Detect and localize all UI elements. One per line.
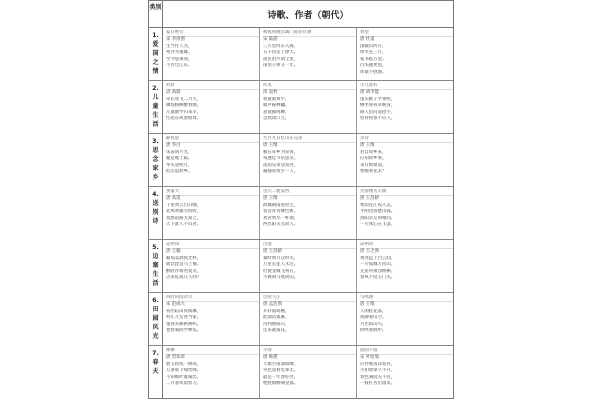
category-char: 田 bbox=[152, 306, 159, 313]
category-number: 3. bbox=[152, 138, 159, 145]
category-char: 家 bbox=[152, 165, 159, 172]
poem-cell bbox=[163, 293, 260, 345]
poem-title: 芙蓉楼送辛渐 bbox=[360, 189, 453, 196]
table-row bbox=[149, 240, 453, 293]
poem-cell bbox=[260, 134, 357, 186]
poem-cell bbox=[260, 28, 357, 80]
poem-line: 一片冰心在玉壶。 bbox=[360, 222, 396, 228]
header-category: 类别 bbox=[149, 1, 163, 27]
poem-line: 二月春风似剪刀。 bbox=[166, 381, 202, 387]
poem-line: 怕得鱼惊不应人。 bbox=[360, 116, 396, 122]
poem-line: 草色遥看近却无。 bbox=[263, 368, 299, 374]
poem-cell bbox=[357, 293, 453, 345]
category-cell bbox=[149, 187, 163, 239]
poem-author: 唐 李白 bbox=[166, 143, 181, 148]
category-char: 活 bbox=[152, 280, 159, 287]
poem-line: 夜静春山空。 bbox=[360, 315, 387, 321]
poem-line: 童孙未解供耕织， bbox=[166, 321, 202, 327]
poem-line: 牧童骑黄牛， bbox=[263, 96, 290, 102]
category-cell bbox=[149, 81, 163, 133]
poem-line: 生当作人杰， bbox=[166, 43, 193, 49]
poem-line: 忙趁东风放纸鸢。 bbox=[166, 116, 202, 122]
poem-author: 唐 王维 bbox=[360, 302, 375, 307]
poem-cell bbox=[163, 346, 260, 398]
category-number: 6. bbox=[152, 297, 159, 304]
poem-line: 烽火连三月， bbox=[360, 50, 387, 56]
poem-title: 村居 bbox=[166, 83, 259, 90]
poem-line: 平明送客楚山孤。 bbox=[360, 209, 396, 215]
poem-author: 唐 高适 bbox=[166, 196, 181, 201]
poem-line: 羌笛何须怨杨柳， bbox=[360, 268, 396, 274]
poem-line: 寒雨连江夜入吴， bbox=[360, 202, 396, 208]
poem-title: 杂诗 bbox=[360, 136, 453, 143]
poem-line: 待到重阳日， bbox=[263, 321, 290, 327]
category-number: 4. bbox=[152, 191, 159, 198]
poem-author: 唐 王维 bbox=[263, 143, 278, 148]
poem-line: 天下谁人不识君。 bbox=[166, 222, 202, 228]
poem-line: 不教胡马度阴山。 bbox=[263, 275, 299, 281]
poem-line: 家书抵万金。 bbox=[360, 56, 387, 62]
category-cell bbox=[149, 134, 163, 186]
poem-author: 宋 李清照 bbox=[166, 37, 185, 42]
poem-title: 凉州词 bbox=[166, 242, 259, 249]
poem-line: 劝君更尽一杯酒， bbox=[263, 215, 299, 221]
header-main: 诗歌、作者（朝代） bbox=[267, 10, 349, 21]
poem-line: 忽然闭口立。 bbox=[263, 116, 290, 122]
poem-title: 夏日绝句 bbox=[166, 30, 259, 37]
poem-cell bbox=[163, 240, 260, 292]
category-char: 爱 bbox=[152, 41, 159, 48]
poem-author: 宋 叶绍翁 bbox=[360, 355, 379, 360]
poem-line: 北风吹雁雪纷纷。 bbox=[166, 209, 202, 215]
poem-line: 时鸣春涧中。 bbox=[360, 328, 387, 334]
poem-cell bbox=[357, 134, 453, 186]
poem-line: 遍插茱萸少一人。 bbox=[263, 169, 299, 175]
poem-line: 草长莺飞二月天， bbox=[166, 96, 202, 102]
category-char: 念 bbox=[152, 156, 159, 163]
poem-line: 低头思故乡。 bbox=[166, 169, 193, 175]
poem-line: 春色满园关不住， bbox=[360, 374, 396, 380]
category-char: 天 bbox=[152, 368, 159, 375]
poem-line: 侧坐莓苔草映身。 bbox=[360, 103, 396, 109]
category-char: 别 bbox=[152, 209, 159, 216]
poem-line: 举头望明月， bbox=[166, 162, 193, 168]
category-char: 光 bbox=[152, 333, 159, 340]
poem-title: 小儿垂钓 bbox=[360, 83, 453, 90]
poem-line: 应怜屐齿印苍苔， bbox=[360, 361, 396, 367]
category-char: 生 bbox=[152, 112, 159, 119]
table-row bbox=[149, 187, 453, 240]
poem-line: 国破山河在， bbox=[360, 43, 387, 49]
category-cell bbox=[149, 293, 163, 345]
poem-line: 千里黄云白日曛， bbox=[166, 202, 202, 208]
poem-line: 葡萄美酒夜光杯， bbox=[166, 255, 202, 261]
poem-line: 意欲捕鸣蝉， bbox=[263, 109, 290, 115]
poem-title: 早春 bbox=[263, 348, 356, 355]
poem-cell bbox=[357, 187, 453, 239]
poem-line: 绝胜烟柳满皇都。 bbox=[263, 381, 299, 387]
category-char: 情 bbox=[152, 68, 159, 75]
poem-line: 床前明月光， bbox=[166, 149, 193, 155]
poem-line: 南望王师又一年。 bbox=[263, 63, 299, 69]
poem-title: 过故人庄 bbox=[263, 295, 356, 302]
poem-author: 唐 王翰 bbox=[166, 249, 181, 254]
category-char: 塞 bbox=[152, 262, 159, 269]
poem-line: 死亦为鬼雄。 bbox=[166, 50, 193, 56]
poem-line: 洛阳亲友如相问， bbox=[360, 215, 396, 221]
poem-author: 唐 胡令能 bbox=[360, 90, 379, 95]
category-cell bbox=[149, 346, 163, 398]
poem-line: 遗民泪尽胡尘里， bbox=[263, 56, 299, 62]
poem-line: 碧玉妆成一树高， bbox=[166, 361, 202, 367]
poem-cell bbox=[163, 187, 260, 239]
poem-line: 万里长征人未还。 bbox=[263, 262, 299, 268]
poem-cell bbox=[357, 81, 453, 133]
poem-author: 唐 王昌龄 bbox=[263, 249, 282, 254]
category-char: 思 bbox=[152, 147, 159, 154]
poem-title: 咏柳 bbox=[166, 348, 259, 355]
poem-line: 至今思项羽， bbox=[166, 56, 193, 62]
poem-line: 白头搔更短， bbox=[360, 63, 387, 69]
poem-line: 儿童散学归来早， bbox=[166, 109, 202, 115]
category-char: 风 bbox=[152, 324, 159, 331]
poem-line: 还来就菊花。 bbox=[263, 328, 290, 334]
poem-line: 拂堤杨柳醉春烟。 bbox=[166, 103, 202, 109]
poem-cell bbox=[357, 346, 453, 398]
poem-line: 最是一年春好处， bbox=[263, 374, 299, 380]
poem-cell bbox=[357, 240, 453, 292]
poem-line: 蓬头稚子学垂纶， bbox=[360, 96, 396, 102]
poem-line: 一枝红杏出墙来。 bbox=[360, 381, 396, 387]
poem-line: 不知细叶谁裁出， bbox=[166, 374, 202, 380]
poem-line: 一片孤城万仞山。 bbox=[360, 262, 396, 268]
poem-line: 醉卧沙场君莫笑， bbox=[166, 268, 202, 274]
poem-line: 应知故乡事。 bbox=[360, 156, 387, 162]
poem-line: 遥知兄弟登高处， bbox=[263, 162, 299, 168]
poem-author: 唐 贺知章 bbox=[166, 355, 185, 360]
poem-title: 出塞 bbox=[263, 242, 356, 249]
poem-line: 昼出耘田夜绩麻， bbox=[166, 308, 202, 314]
poem-author: 唐 王维 bbox=[360, 143, 375, 148]
poem-line: 路人借问遥招手， bbox=[360, 109, 396, 115]
poem-line: 寒梅著花未？ bbox=[360, 169, 387, 175]
category-number: 1. bbox=[152, 32, 159, 39]
poem-author: 清 高鼎 bbox=[166, 90, 181, 95]
table-row bbox=[149, 134, 453, 187]
poem-line: 疑是地上霜。 bbox=[166, 156, 193, 162]
poem-title: 鸟鸣涧 bbox=[360, 295, 453, 302]
poem-line: 五千仞岳上摩天。 bbox=[263, 50, 299, 56]
poem-line: 西出阳关无故人。 bbox=[263, 222, 299, 228]
poem-line: 万条垂下绿丝绦。 bbox=[166, 368, 202, 374]
poem-author: 唐 王昌龄 bbox=[360, 196, 379, 201]
poetry-table bbox=[148, 0, 454, 399]
category-number: 5. bbox=[152, 244, 159, 251]
poem-author: 宋 范成大 bbox=[166, 302, 185, 307]
poem-author: 唐 孟浩然 bbox=[263, 302, 282, 307]
poem-title: 别董大 bbox=[166, 189, 259, 196]
category-cell bbox=[149, 28, 163, 80]
poem-author: 清 袁枚 bbox=[263, 90, 278, 95]
category-char: 春 bbox=[152, 359, 159, 366]
poem-line: 把酒话桑麻。 bbox=[263, 315, 290, 321]
poem-author: 唐 王维 bbox=[263, 196, 278, 201]
poem-line: 欲饮琵琶马上催。 bbox=[166, 262, 202, 268]
poem-line: 浑欲不胜簪。 bbox=[360, 69, 387, 75]
poem-line: 君自故乡来， bbox=[360, 149, 387, 155]
poem-author: 宋 陆游 bbox=[263, 37, 278, 42]
poem-title: 所见 bbox=[263, 83, 356, 90]
poem-line: 古来征战几人回？ bbox=[166, 275, 202, 281]
table-body bbox=[149, 28, 453, 398]
category-char: 童 bbox=[152, 103, 159, 110]
poem-title: 送元二使安西 bbox=[263, 189, 356, 196]
poem-cell bbox=[260, 293, 357, 345]
category-number: 2. bbox=[152, 85, 159, 92]
poem-line: 小扣柴扉久不开。 bbox=[360, 368, 396, 374]
table-row bbox=[149, 28, 453, 81]
poem-author: 唐 王之涣 bbox=[360, 249, 379, 254]
poem-title: 九月九日忆山东兄弟 bbox=[263, 136, 356, 143]
poem-title: 春望 bbox=[360, 30, 453, 37]
poem-cell bbox=[260, 240, 357, 292]
poem-line: 秦时明月汉时关， bbox=[263, 255, 299, 261]
poem-title: 秋夜将晓出篱门迎凉有感 bbox=[263, 30, 356, 37]
table-header bbox=[149, 1, 453, 28]
poem-line: 渭城朝雨浥轻尘， bbox=[263, 202, 299, 208]
category-char: 活 bbox=[152, 121, 159, 128]
poem-line: 独在异乡为异客， bbox=[263, 149, 299, 155]
category-char: 国 bbox=[152, 50, 159, 57]
poem-cell bbox=[260, 81, 357, 133]
poem-title: 四时田园杂兴 bbox=[166, 295, 259, 302]
poem-line: 黄河远上白云间， bbox=[360, 255, 396, 261]
category-char: 儿 bbox=[152, 94, 159, 101]
poem-line: 人闲桂花落， bbox=[360, 308, 387, 314]
poem-line: 歌声振林樾。 bbox=[263, 103, 290, 109]
table-row bbox=[149, 293, 453, 346]
poem-line: 也傍桑阴学种瓜。 bbox=[166, 328, 202, 334]
poem-author: 唐 杜甫 bbox=[360, 37, 375, 42]
category-char: 边 bbox=[152, 253, 159, 260]
poem-cell bbox=[163, 28, 260, 80]
poem-cell bbox=[163, 81, 260, 133]
poem-cell bbox=[260, 187, 357, 239]
poem-cell bbox=[357, 28, 453, 80]
poem-line: 天街小雨润如酥， bbox=[263, 361, 299, 367]
poem-title: 凉州词 bbox=[360, 242, 453, 249]
poem-cell bbox=[260, 346, 357, 398]
category-cell bbox=[149, 240, 163, 292]
poem-cell bbox=[163, 134, 260, 186]
category-char: 乡 bbox=[152, 174, 159, 181]
poem-line: 来日绮窗前， bbox=[360, 162, 387, 168]
poem-author: 唐 韩愈 bbox=[263, 355, 278, 360]
poem-line: 春风不度玉门关。 bbox=[360, 275, 396, 281]
category-char: 诗 bbox=[152, 218, 159, 225]
category-number: 7. bbox=[152, 350, 159, 357]
table-row bbox=[149, 346, 453, 398]
poem-line: 莫愁前路无知己， bbox=[166, 215, 202, 221]
poem-title: 静夜思 bbox=[166, 136, 259, 143]
poem-line: 开轩面场圃， bbox=[263, 308, 290, 314]
poem-line: 月出惊山鸟， bbox=[360, 321, 387, 327]
poem-title: 游园不值 bbox=[360, 348, 453, 355]
category-char: 园 bbox=[152, 315, 159, 322]
poem-line: 客舍青青柳色新。 bbox=[263, 209, 299, 215]
category-char: 生 bbox=[152, 271, 159, 278]
category-char: 送 bbox=[152, 200, 159, 207]
category-char: 之 bbox=[152, 59, 159, 66]
poem-line: 不肯过江东。 bbox=[166, 63, 193, 69]
poem-line: 每逢佳节倍思亲。 bbox=[263, 156, 299, 162]
poem-line: 三万里河东入海， bbox=[263, 43, 299, 49]
table-row bbox=[149, 81, 453, 134]
poem-line: 村庄儿女各当家。 bbox=[166, 315, 202, 321]
poem-line: 但使龙城飞将在， bbox=[263, 268, 299, 274]
